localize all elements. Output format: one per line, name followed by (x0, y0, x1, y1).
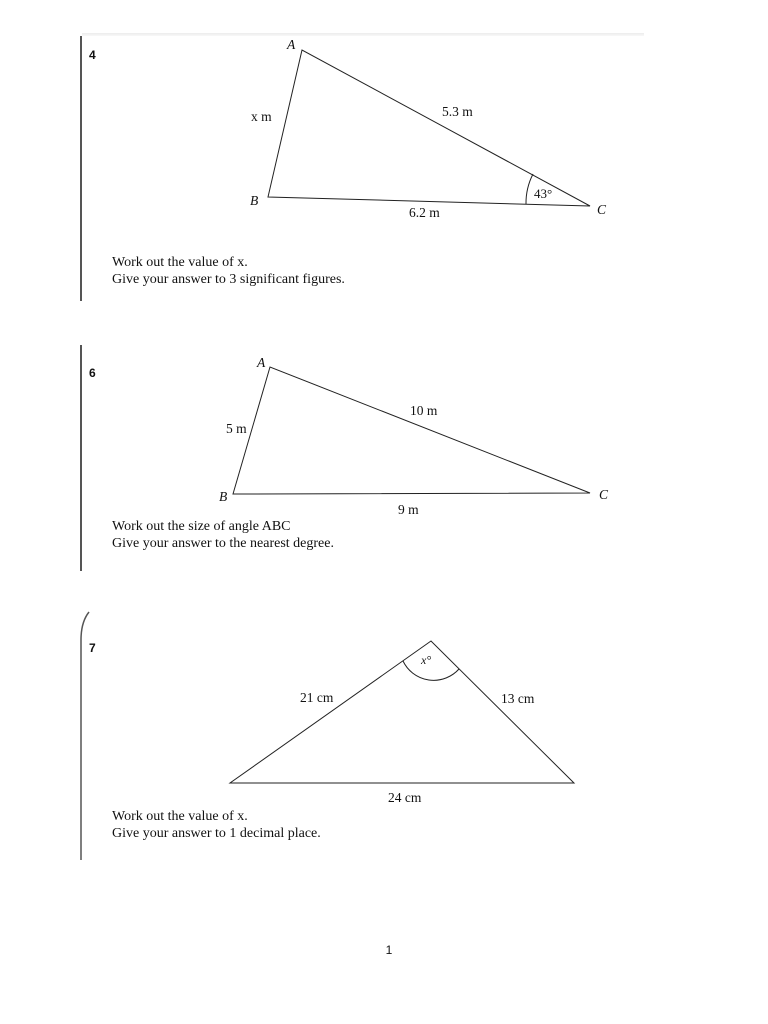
instruction-line: Give your answer to 3 significant figures. (112, 272, 345, 287)
instruction-line: Work out the size of angle ABC (112, 519, 291, 534)
question-number: 7 (89, 641, 96, 655)
instruction-line: Work out the value of x. (112, 255, 248, 270)
side-label-base: 24 cm (388, 790, 422, 805)
side-label-left: 21 cm (300, 690, 334, 705)
vertex-label-b: B (219, 489, 228, 504)
instruction-line: Give your answer to 1 decimal place. (112, 826, 321, 841)
vertex-label-b: B (250, 193, 259, 208)
vertex-label-c: C (599, 487, 609, 502)
side-label-ac: 5.3 m (442, 104, 473, 119)
side-label-ab: x m (251, 109, 272, 124)
vertex-label-a: A (287, 37, 296, 52)
instructions (112, 808, 321, 842)
page-number: 1 (385, 943, 393, 957)
question-number: 4 (89, 48, 96, 62)
side-label-right: 13 cm (501, 691, 535, 706)
triangle (230, 641, 574, 783)
question-number: 6 (89, 366, 96, 380)
angle-label-c: 43° (534, 186, 553, 201)
side-label-ab: 5 m (226, 421, 247, 436)
angle-label-top: x° (421, 653, 432, 667)
side-label-bc: 9 m (398, 502, 419, 517)
instruction-line: Work out the value of x. (112, 809, 248, 824)
vertex-label-c: C (597, 202, 607, 217)
instruction-line: Give your answer to the nearest degree. (112, 536, 334, 551)
side-label-ac: 10 m (410, 403, 438, 418)
side-label-bc: 6.2 m (409, 205, 440, 220)
vertex-label-a: A (257, 355, 266, 370)
